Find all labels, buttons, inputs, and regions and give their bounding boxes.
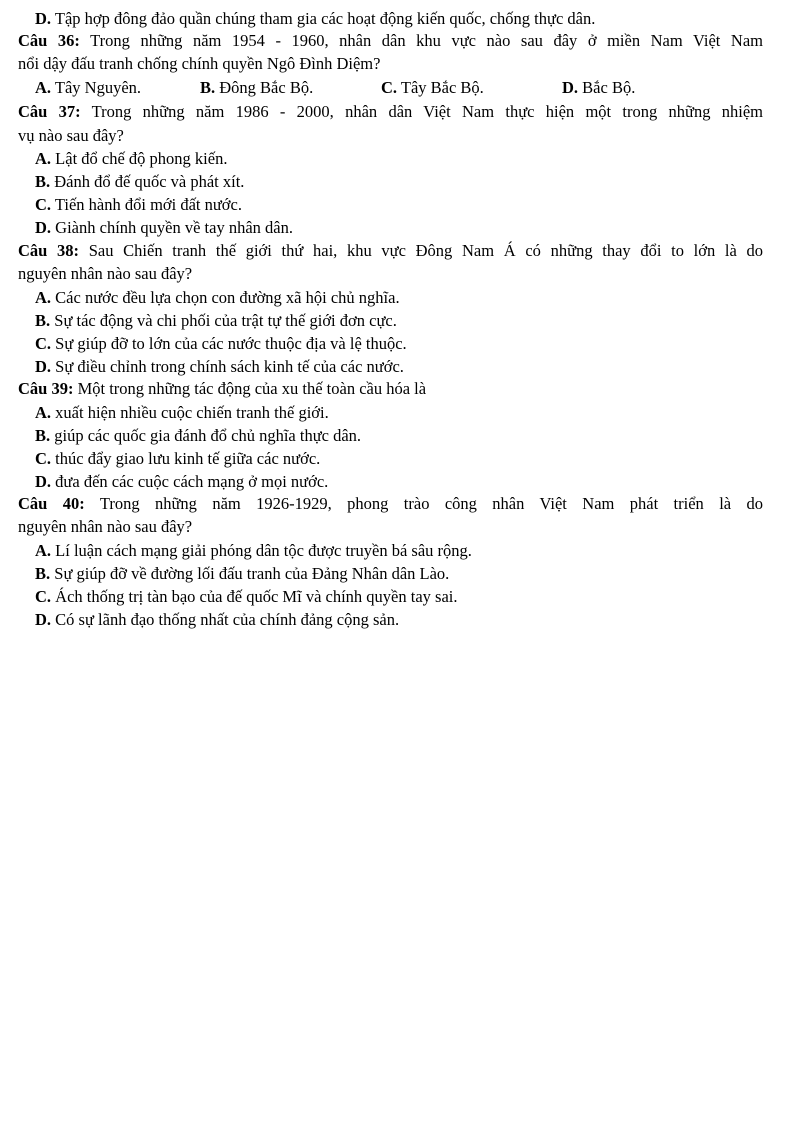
option-label: D. [35,9,52,28]
option-label: A. [35,541,52,560]
option-label: B. [35,426,51,445]
q38-stem-line1 [18,240,763,262]
q40-stem-line2: nguyên nhân nào sau đây? [18,517,193,536]
option-label: D. [35,357,52,376]
q36-option-b [200,77,313,99]
option-label: D. [35,218,52,237]
question-text: Trong những năm 1986 - 2000, nhân dân Việt Nam thực hiện một trong những nhiệm [91,102,764,121]
option-text: Tập hợp đông đảo quần chúng tham gia các hoạt động kiến quốc, chống thực dân. [54,9,596,28]
question-label: Câu 39: [18,379,74,398]
option-text: giúp các quốc gia đánh đổ chủ nghĩa thực dân. [54,426,362,445]
option-text: Lật đổ chế độ phong kiến. [55,149,228,168]
q39-option-a [35,402,329,424]
q38-option-a [35,287,400,309]
option-text: Các nước đều lựa chọn con đường xã hội chủ nghĩa. [55,288,400,307]
option-text: đưa đến các cuộc cách mạng ở mọi nước. [55,472,329,491]
option-label: C. [35,449,52,468]
q36-option-c [381,77,484,99]
question-text: Sau Chiến tranh thế giới thứ hai, khu vực Đông Nam Á có những thay đổi to lớn là do [88,241,763,260]
q37-stem-line1 [18,101,763,123]
q36-option-d [562,77,635,99]
option-label: B. [35,564,51,583]
option-text: Tây Bắc Bộ. [400,78,484,97]
option-text: Có sự lãnh đạo thống nhất của chính đảng cộng sản. [55,610,400,629]
q40-option-d [35,609,399,631]
option-label: B. [35,311,51,330]
option-text: thúc đẩy giao lưu kinh tế giữa các nước. [55,449,321,468]
option-text: Tiến hành đổi mới đất nước. [54,195,242,214]
option-text: Sự tác động và chi phối của trật tự thế giới đơn cực. [54,311,397,330]
q36-options-row [35,77,735,99]
option-text: Bắc Bộ. [582,78,636,97]
q37-option-b [35,171,244,193]
option-text: Tây Nguyên. [54,78,142,97]
q36-stem-line1 [18,30,763,52]
question-label: Câu 40: [18,494,85,513]
question-label: Câu 38: [18,241,80,260]
q40-option-b [35,563,449,585]
question-text: Trong những năm 1954 - 1960, nhân dân khu vực nào sau đây ở miền Nam Việt Nam [90,31,763,50]
option-label: D. [35,472,52,491]
option-text: Lí luận cách mạng giải phóng dân tộc được truyền bá sâu rộng. [55,541,472,560]
q36-option-a [35,77,141,99]
option-label: A. [35,288,52,307]
q38-stem-line2: nguyên nhân nào sau đây? [18,264,193,283]
option-text: Sự giúp đỡ về đường lối đấu tranh của Đảng Nhân dân Lào. [54,564,450,583]
option-label: A. [35,149,52,168]
option-label: C. [35,334,52,353]
question-text: Trong những năm 1926-1929, phong trào công nhân Việt Nam phát triển là do [99,494,763,513]
q37-option-c [35,194,242,216]
option-text: Ách thống trị tàn bạo của đế quốc Mĩ và chính quyền tay sai. [55,587,458,606]
q37-option-d [35,217,293,239]
q38-option-b [35,310,397,332]
question-text: Một trong những tác động của xu thế toàn cầu hóa là [77,379,427,398]
option-label: C. [381,78,398,97]
q40-option-c [35,586,457,608]
option-label: D. [35,610,52,629]
option-text: Sự giúp đỡ to lớn của các nước thuộc địa và lệ thuộc. [55,334,407,353]
q37-stem-line2: vụ nào sau đây? [18,126,124,145]
option-text: xuất hiện nhiều cuộc chiến tranh thế giới. [55,403,329,422]
option-text: Đông Bắc Bộ. [219,78,314,97]
option-label: B. [35,172,51,191]
question-label: Câu 36: [18,31,80,50]
q39-stem-line1 [18,378,426,400]
q39-option-c [35,448,320,470]
q38-option-c [35,333,407,355]
q36-stem-line2: nổi dậy đấu tranh chống chính quyền Ngô Đình Diệm? [18,54,381,73]
option-label: C. [35,195,52,214]
question-label: Câu 37: [18,102,81,121]
q35-option-d [35,8,595,30]
q37-option-a [35,148,227,170]
option-label: A. [35,78,52,97]
q40-option-a [35,540,472,562]
option-label: A. [35,403,52,422]
option-text: Giành chính quyền về tay nhân dân. [55,218,293,237]
option-label: B. [200,78,216,97]
option-label: D. [562,78,579,97]
option-text: Đánh đổ đế quốc và phát xít. [54,172,245,191]
q38-option-d [35,356,404,378]
option-label: C. [35,587,52,606]
q40-stem-line1 [18,493,763,515]
q39-option-d [35,471,328,493]
option-text: Sự điều chỉnh trong chính sách kinh tế của các nước. [55,357,404,376]
q39-option-b [35,425,361,447]
